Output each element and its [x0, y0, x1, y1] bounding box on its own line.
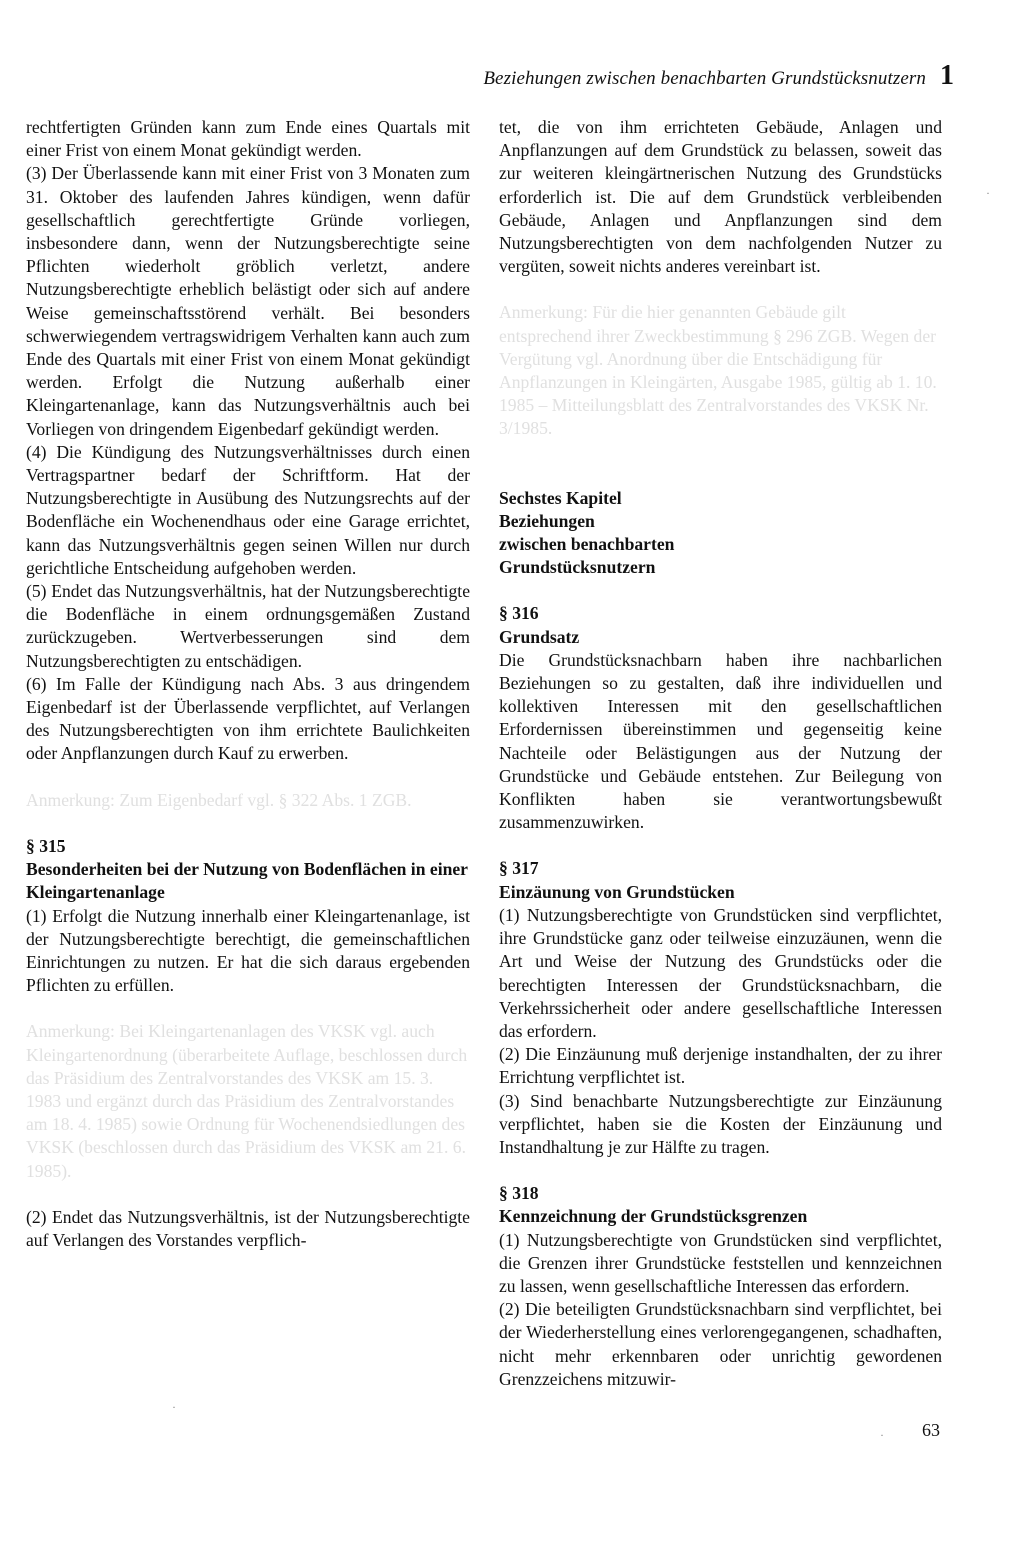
chapter-title-line-3: Grundstücksnutzern: [499, 557, 656, 578]
paragraph-4: (4) Die Kündigung des Nutzungsverhältnisses durch einen Vertragspartner bedarf der Schriftform. Hat der Nutzungsberechtigte in Ausübung des Nutzungsrechts auf der Bodenfläche ein Wochenendhaus oder eine Garage errichtet, kann das Nutzungsverhältnis gegen seinen Willen nur durch gerichtliche Entscheidung aufgehoben werden.: [26, 441, 470, 578]
chapter-label: Sechstes Kapitel: [499, 487, 622, 508]
section-318-paragraph-1: (1) Nutzungsberechtigte von Grundstücken sind verpflichtet, die Grenzen ihrer Grundstücke feststellen und kennzeichnen zu lassen, wenn gesellschaftliche Interessen das erfordern.: [499, 1229, 942, 1296]
faded-annotation: Anmerkung: Bei Kleingartenanlagen des VKSK vgl. auch Kleingartenordnung (überarbeitete Auflage, beschlossen durch das Präsidium des Zentralvorstandes des VKSK am 15. 3. 1983 und ergänzt durch das Präsidium des Zentralvorstandes am 18. 4. 1985) sowie Ordnung für Wochenendsiedlungen des VKSK (beschlossen durch das Präsidium des VKSK am 21. 6. 1985).: [26, 1021, 468, 1181]
section-317-paragraph-2: (2) Die Einzäunung muß derjenige instandhalten, der zu ihrer Errichtung verpflichtet ist.: [499, 1044, 942, 1088]
running-header: [483, 60, 954, 92]
left-column: [26, 116, 470, 1252]
paragraph-continued: rechtfertigten Gründen kann zum Ende eines Quartals mit einer Frist von einem Monat gekündigt werden.: [26, 117, 470, 161]
running-header-title: Beziehungen zwischen benachbarten Grundstücksnutzern: [483, 68, 926, 89]
section-318-number: § 318: [499, 1183, 539, 1204]
section-317-number: § 317: [499, 858, 539, 879]
print-speck: ·: [986, 186, 990, 200]
section-317-title: Einzäunung von Grundstücken: [499, 881, 735, 902]
section-316-text: Die Grundstücksnachbarn haben ihre nachbarlichen Beziehungen so zu gestalten, daß ihre individuellen und kollektiven Interessen mit den gesellschaftlichen Erfordernissen übereinstimmen und gegenseitig keine Nachteile oder Belästigungen aus der Nutzung der Grundstücke und Gebäude entstehen. Zur Beilegung von Konflikten haben sie verantwortungsbewußt zusammenzuwirken.: [499, 649, 942, 833]
section-316-number: § 316: [499, 603, 539, 624]
chapter-number: 1: [940, 60, 954, 91]
page-number: 63: [922, 1420, 940, 1440]
section-317-paragraph-3: (3) Sind benachbarte Nutzungsberechtigte zur Einzäunung verpflichtet, haben sie die Kosten der Einzäunung und Instandhaltung je zur Hälfte zu tragen.: [499, 1090, 942, 1157]
section-315-paragraph-1: (1) Erfolgt die Nutzung innerhalb einer Kleingartenanlage, ist der Nutzungsberechtigte berechtigt, die gemeinschaftlichen Einrichtungen zu nutzen. Er hat die sich daraus ergebenden Pflichten zu erfüllen.: [26, 905, 470, 996]
section-315-paragraph-2: (2) Endet das Nutzungsverhältnis, ist der Nutzungsberechtigte auf Verlangen des Vorstandes verpflich-: [26, 1206, 470, 1250]
paragraph-continued: tet, die von ihm errichteten Gebäude, Anlagen und Anpflanzungen auf dem Grundstück zu belassen, soweit das zur weiteren kleingärtnerischen Nutzung des Grundstücks erforderlich ist. Die auf dem Grundstück verbleibenden Gebäude, Anlagen und Anpflanzungen sind dem Nutzungsberechtigten von dem nachfolgenden Nutzer zu vergüten, soweit nichts anderes vereinbart ist.: [499, 117, 942, 277]
paragraph-5: (5) Endet das Nutzungsverhältnis, hat der Nutzungsberechtigte die Bodenfläche in einem ordnungsgemäßen Zustand zurückzugeben. Wertverbesserungen sind dem Nutzungsberechtigten zu entschädigen.: [26, 581, 470, 671]
print-speck: ·: [880, 1428, 884, 1442]
chapter-title-line-2: zwischen benachbarten: [499, 534, 675, 555]
section-318-paragraph-2: (2) Die beteiligten Grundstücksnachbarn sind verpflichtet, bei der Wiederherstellung eines verlorengegangenen, schadhaften, nicht mehr erkennbaren oder unrichtig gewordenen Grenzzeichens mitzuwir-: [499, 1299, 942, 1389]
print-speck: ·: [172, 1400, 176, 1414]
faded-annotation: Anmerkung: Zum Eigenbedarf vgl. § 322 Abs. 1 ZGB.: [26, 789, 412, 810]
section-315-title: Besonderheiten bei der Nutzung von Bodenflächen in einer Kleingartenanlage: [26, 859, 468, 903]
section-316-title: Grundsatz: [499, 626, 580, 647]
chapter-title-line-1: Beziehungen: [499, 510, 595, 531]
section-318-title: Kennzeichnung der Grundstücksgrenzen: [499, 1206, 808, 1227]
paragraph-6: (6) Im Falle der Kündigung nach Abs. 3 aus dringendem Eigenbedarf ist der Überlassende verpflichtet, auf Verlangen des Nutzungsberechtigten von ihm errichtete Baulichkeiten oder Anpflanzungen durch Kauf zu erwerben.: [26, 673, 470, 764]
section-315-number: § 315: [26, 835, 66, 856]
section-317-paragraph-1: (1) Nutzungsberechtigte von Grundstücken sind verpflichtet, ihre Grundstücke ganz oder teilweise einzuzäunen, wenn die Art und Weise der Nutzung des Grundstücks oder die berechtigten Interessen der Grundstücksnachbarn, die Verkehrssicherheit oder andere gesellschaftliche Interessen das erfordern.: [499, 904, 942, 1041]
right-column: [499, 116, 942, 1391]
faded-annotation: Anmerkung: Für die hier genannten Gebäude gilt entsprechend ihrer Zweckbestimmung § 296 ZGB. Wegen der Vergütung vgl. Anordnung über die Entschädigung für Anpflanzungen in Kleingärten, Ausgabe 1985, gültig ab 1. 10. 1985 – Mitteilungsblatt des Zentralvorstandes des VKSK Nr. 3/1985.: [499, 302, 937, 439]
paragraph-3: (3) Der Überlassende kann mit einer Frist von 3 Monaten zum 31. Oktober des laufenden Jahres kündigen, wenn dafür gesellschaftlich gerechtfertigte Gründe vorliegen, insbesondere dann, wenn der Nutzungsberechtigte seine Pflichten wiederholt gröblich verletzt, andere Nutzungsberechtigte erheblich belästigt oder sich auf andere Weise gemeinschaftsstörend verhält. Bei besonders schwerwiegendem vertragswidrigem Verhalten kann auch zum Ende des Quartals mit einer Frist von einem Monat gekündigt werden. Erfolgt die Nutzung außerhalb einer Kleingartenanlage, kann das Nutzungsverhältnis auch bei Vorliegen von dringendem Eigenbedarf gekündigt werden.: [26, 163, 470, 439]
